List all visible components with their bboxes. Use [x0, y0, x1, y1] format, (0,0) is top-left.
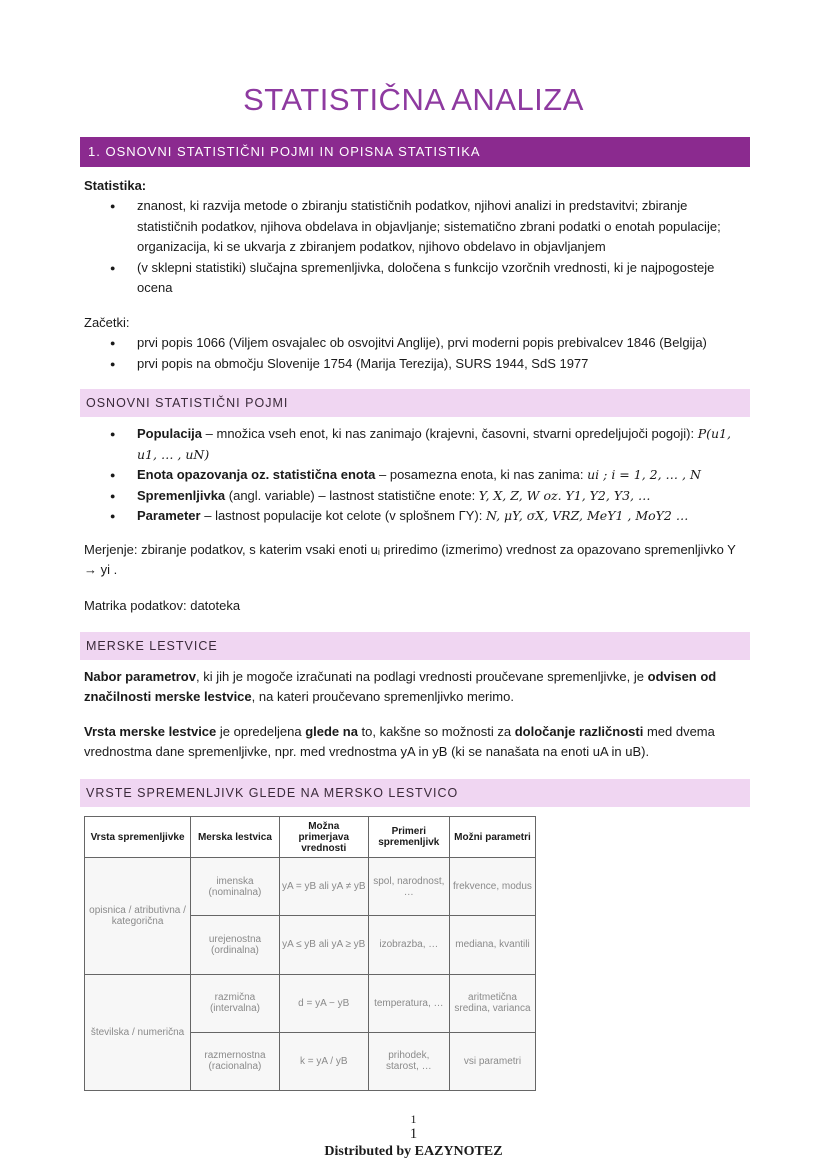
- page-number-small: 1: [410, 1112, 417, 1126]
- column-header: Merska lestvica: [191, 817, 280, 858]
- bold-text: glede na: [305, 724, 358, 739]
- definition: – lastnost populacije kot celote (v splošnem ΓY):: [200, 508, 486, 523]
- table-cell: spol, narodnost, …: [368, 858, 449, 916]
- math-expression: P(u1, u1, … , uN): [137, 426, 731, 462]
- zacetki-list: [84, 333, 744, 374]
- section-heading-statistical-concepts: OSNOVNI STATISTIČNI POJMI: [80, 389, 750, 417]
- table-cell: urejenostna (ordinalna): [191, 916, 280, 974]
- list-item: [84, 465, 744, 486]
- scales-paragraph-1: [84, 667, 744, 707]
- bold-text: odvisen od značilnosti merske lestvice: [84, 669, 717, 704]
- zacetki-block: [84, 313, 744, 374]
- table-cell: vsi parametri: [449, 1032, 535, 1090]
- merjenje-paragraph: Merjenje: zbiranje podatkov, s katerim vsaki enoti uᵢ priredimo (izmerimo) vrednost za opazovano spremenljivko Y → yi .: [84, 542, 736, 577]
- section-heading-scales: MERSKE LESTVICE: [80, 632, 750, 660]
- statistika-block: [84, 176, 744, 299]
- table-cell: številska / numerična: [85, 974, 191, 1091]
- section-heading-basic-concepts: 1. OSNOVNI STATISTIČNI POJMI IN OPISNA STATISTIKA: [80, 137, 750, 167]
- scales-paragraph-2: [84, 722, 744, 762]
- table-cell: razmernostna (racionalna): [191, 1032, 280, 1090]
- text: je opredeljena: [216, 724, 306, 739]
- column-header: Možna primerjava vrednosti: [279, 817, 368, 858]
- table-cell: temperatura, …: [368, 974, 449, 1032]
- column-header: Vrsta spremenljivke: [85, 817, 191, 858]
- concepts-list: [84, 424, 744, 527]
- math-expression: Y, X, Z, W oz. Y1, Y2, Y3, …: [478, 487, 651, 503]
- definition: – množica vseh enot, ki nas zanimajo (krajevni, časovni, stvarni opredeljujoči pogoji):: [202, 426, 698, 441]
- page-title: STATISTIČNA ANALIZA: [243, 82, 584, 117]
- table-cell: imenska (nominalna): [191, 858, 280, 916]
- math-expression: N, μY, σX, VRZ, MeY1 , MoY2 …: [485, 508, 689, 523]
- table-cell: yA = yB ali yA ≠ yB: [279, 858, 368, 916]
- list-item: [84, 506, 744, 527]
- table-cell: aritmetična sredina, varianca: [449, 974, 535, 1032]
- table-cell: mediana, kvantili: [449, 916, 535, 974]
- table-cell: razmična (intervalna): [191, 974, 280, 1032]
- distributed-by: Distributed by EAZYNOTEZ: [324, 1144, 503, 1159]
- table-cell: opisnica / atributivna / kategorična: [85, 858, 191, 975]
- definition: – posamezna enota, ki nas zanima:: [375, 467, 588, 482]
- table-cell: k = yA / yB: [279, 1032, 368, 1090]
- variable-types-table: [84, 816, 536, 1091]
- term: Populacija: [137, 426, 203, 441]
- table-cell: prihodek, starost, …: [368, 1032, 449, 1090]
- list-item: [84, 424, 744, 465]
- list-item: ● prvi popis na območju Slovenije 1754 (Marija Terezija), SURS 1944, SdS 1977: [84, 354, 744, 375]
- table-cell: izobrazba, …: [368, 916, 449, 974]
- table-row: [85, 858, 536, 916]
- bold-text: Vrsta merske lestvice: [84, 724, 217, 739]
- matrika-paragraph: Matrika podatkov: datoteka: [84, 598, 241, 613]
- term: Spremenljivka: [137, 487, 226, 503]
- math-expression: ui ; i = 1, 2, … , N: [587, 467, 701, 482]
- text: , ki jih je mogoče izračunati na podlagi vrednosti proučevane spremenljivke, je: [195, 669, 648, 684]
- column-header: Možni parametri: [449, 817, 535, 858]
- definition: (angl. variable) – lastnost statistične enote:: [225, 487, 479, 503]
- list-item: [84, 486, 744, 507]
- bold-text: določanje različnosti: [514, 724, 644, 739]
- term: Parameter: [137, 508, 201, 523]
- list-item: ● prvi popis 1066 (Viljem osvajalec ob osvojitvi Anglije), prvi moderni popis prebivalcev 1846 (Belgija): [84, 333, 744, 354]
- list-item: ● znanost, ki razvija metode o zbiranju statističnih podatkov, njihovi analizi in predstavitvi; zbiranje statističnih podatkov, njihova obdelava in objavljanje; sistematično zbrani podatki o enotah populacije; organizacija, ki se ukvarja z zbiranjem podatkov, njihovo obdelavo in objavljanjem: [84, 196, 744, 258]
- bold-text: Nabor parametrov: [84, 669, 196, 684]
- table-header-row: [85, 817, 536, 858]
- table-cell: d = yA − yB: [279, 974, 368, 1032]
- statistika-label: Statistika:: [84, 178, 147, 193]
- text: , na kateri proučevano spremenljivko merimo.: [251, 689, 514, 704]
- term: Enota opazovanja oz. statistična enota: [137, 467, 376, 482]
- text: to, kakšne so možnosti za: [357, 724, 515, 739]
- table-row: [85, 974, 536, 1032]
- text: med dvema vrednostma dane spremenljivke, npr. med vrednostma yA in yB (ki se nanašata na enoti uA in uB).: [84, 724, 715, 759]
- section-heading-variable-types: VRSTE SPREMENLJIVK GLEDE NA MERSKO LESTVICO: [80, 779, 750, 807]
- table-cell: frekvence, modus: [449, 858, 535, 916]
- statistika-list: [84, 196, 744, 299]
- concepts-block: [84, 424, 744, 527]
- page-number: 1: [409, 1126, 418, 1142]
- zacetki-label: Začetki:: [84, 315, 130, 330]
- list-item: ● (v sklepni statistiki) slučajna spremenljivka, določena s funkcijo vzorčnih vrednosti, ki je najpogosteje ocena: [84, 258, 744, 299]
- column-header: Primeri spremenljivk: [368, 817, 449, 858]
- table-cell: yA ≤ yB ali yA ≥ yB: [279, 916, 368, 974]
